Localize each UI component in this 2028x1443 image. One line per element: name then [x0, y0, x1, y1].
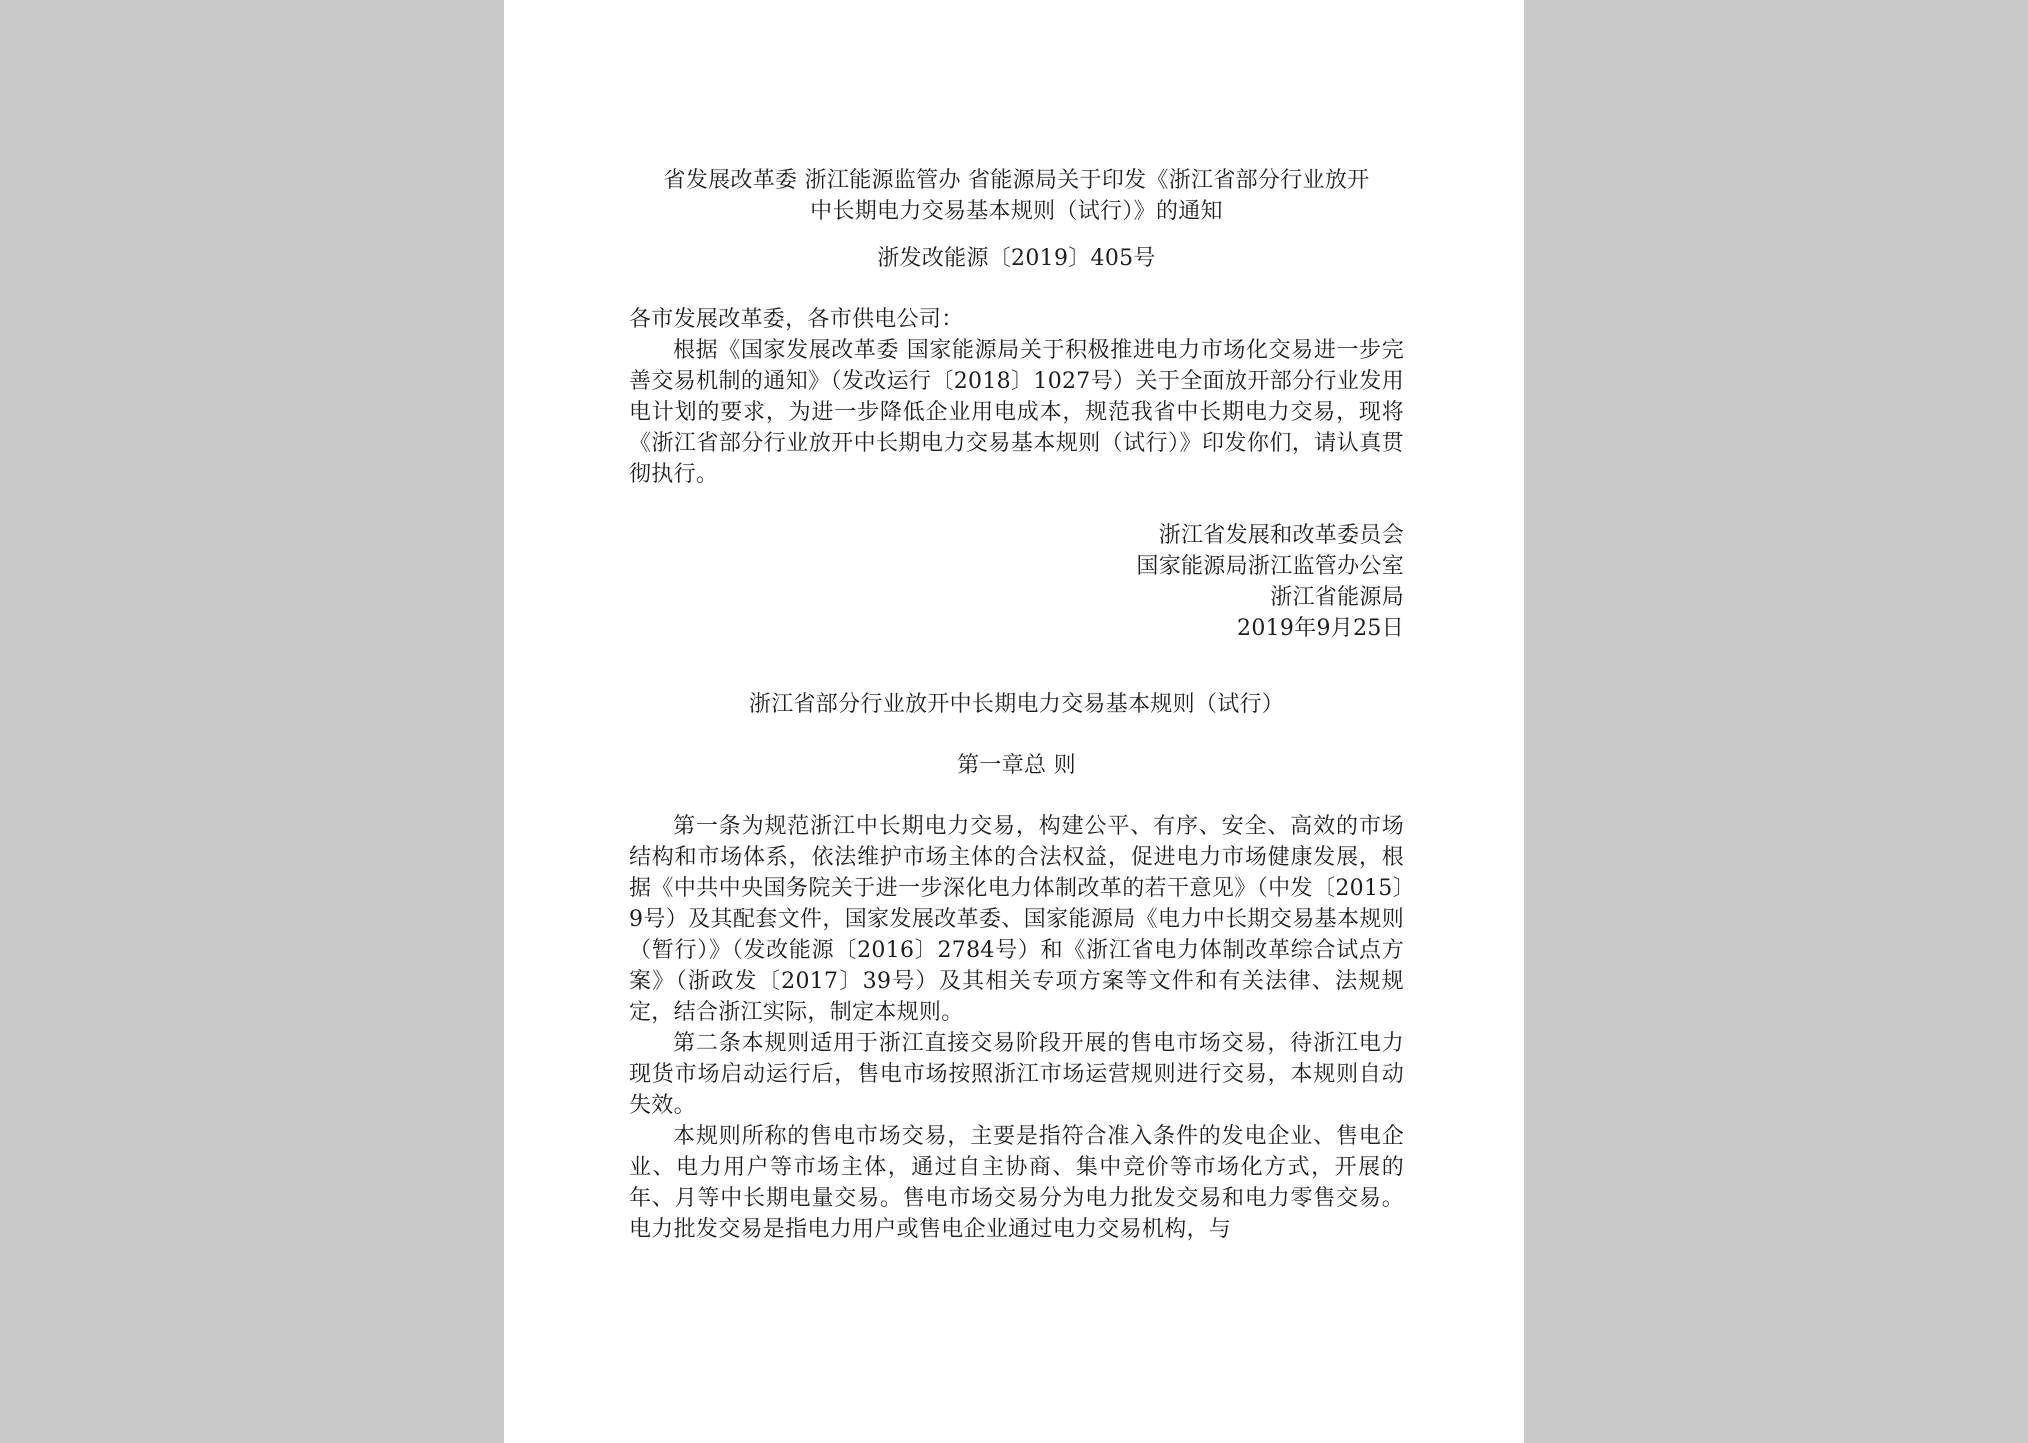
addressee: 各市发展改革委，各市供电公司： [629, 307, 964, 332]
signature-line: 浙江省发展和改革委员会 [1158, 523, 1404, 548]
document-content [629, 165, 1404, 1245]
signature-line: 国家能源局浙江监管办公室 [1136, 554, 1404, 579]
signature-date: 2019年9月25日 [1237, 616, 1404, 641]
article-paragraph: 第一条为规范浙江中长期电力交易，构建公平、有序、安全、高效的市场结构和市场体系，依法维护市场主体的合法权益，促进电力市场健康发展，根据《中共中央国务院关于进一步深化电力体制改革的若干意见》（中发〔2015〕9号）及其配套文件，国家发展改革委、国家能源局《电力中长期交易基本规则（暂行）》（发改能源〔2016〕2784号）和《浙江省电力体制改革综合试点方案》（浙政发〔2017〕39号）及其相关专项方案等文件和有关法律、法规规定，结合浙江实际，制定本规则。 [629, 814, 1404, 1025]
articles [629, 811, 1404, 1245]
article-paragraph: 本规则所称的售电市场交易，主要是指符合准入条件的发电企业、售电企业、电力用户等市场主体，通过自主协商、集中竞价等市场化方式，开展的年、月等中长期电量交易。售电市场交易分为电力批发交易和电力零售交易。电力批发交易是指电力用户或售电企业通过电力交易机构，与 [629, 1124, 1404, 1242]
notice-title [629, 165, 1404, 227]
chapter-title: 第一章总 则 [957, 753, 1076, 778]
signature-line: 浙江省能源局 [1270, 585, 1404, 610]
notice-title-line-2: 中长期电力交易基本规则（试行）》的通知 [810, 199, 1223, 224]
signature-block [629, 520, 1404, 644]
notice-title-line-1: 省发展改革委 浙江能源监管办 省能源局关于印发《浙江省部分行业放开 [663, 168, 1370, 193]
document-number: 浙发改能源〔2019〕405号 [877, 246, 1156, 271]
rules-title: 浙江省部分行业放开中长期电力交易基本规则（试行） [748, 692, 1285, 717]
article-paragraph: 第二条本规则适用于浙江直接交易阶段开展的售电市场交易，待浙江电力现货市场启动运行后，售电市场按照浙江市场运营规则进行交易，本规则自动失效。 [629, 1031, 1404, 1118]
document-page [504, 0, 1524, 1443]
notice-body-paragraph: 根据《国家发展改革委 国家能源局关于积极推进电力市场化交易进一步完善交易机制的通知》（发改运行〔2018〕1027号）关于全面放开部分行业发用电计划的要求，为进一步降低企业用电成本，规范我省中长期电力交易，现将《浙江省部分行业放开中长期电力交易基本规则（试行）》印发你们，请认真贯彻执行。 [629, 338, 1404, 487]
